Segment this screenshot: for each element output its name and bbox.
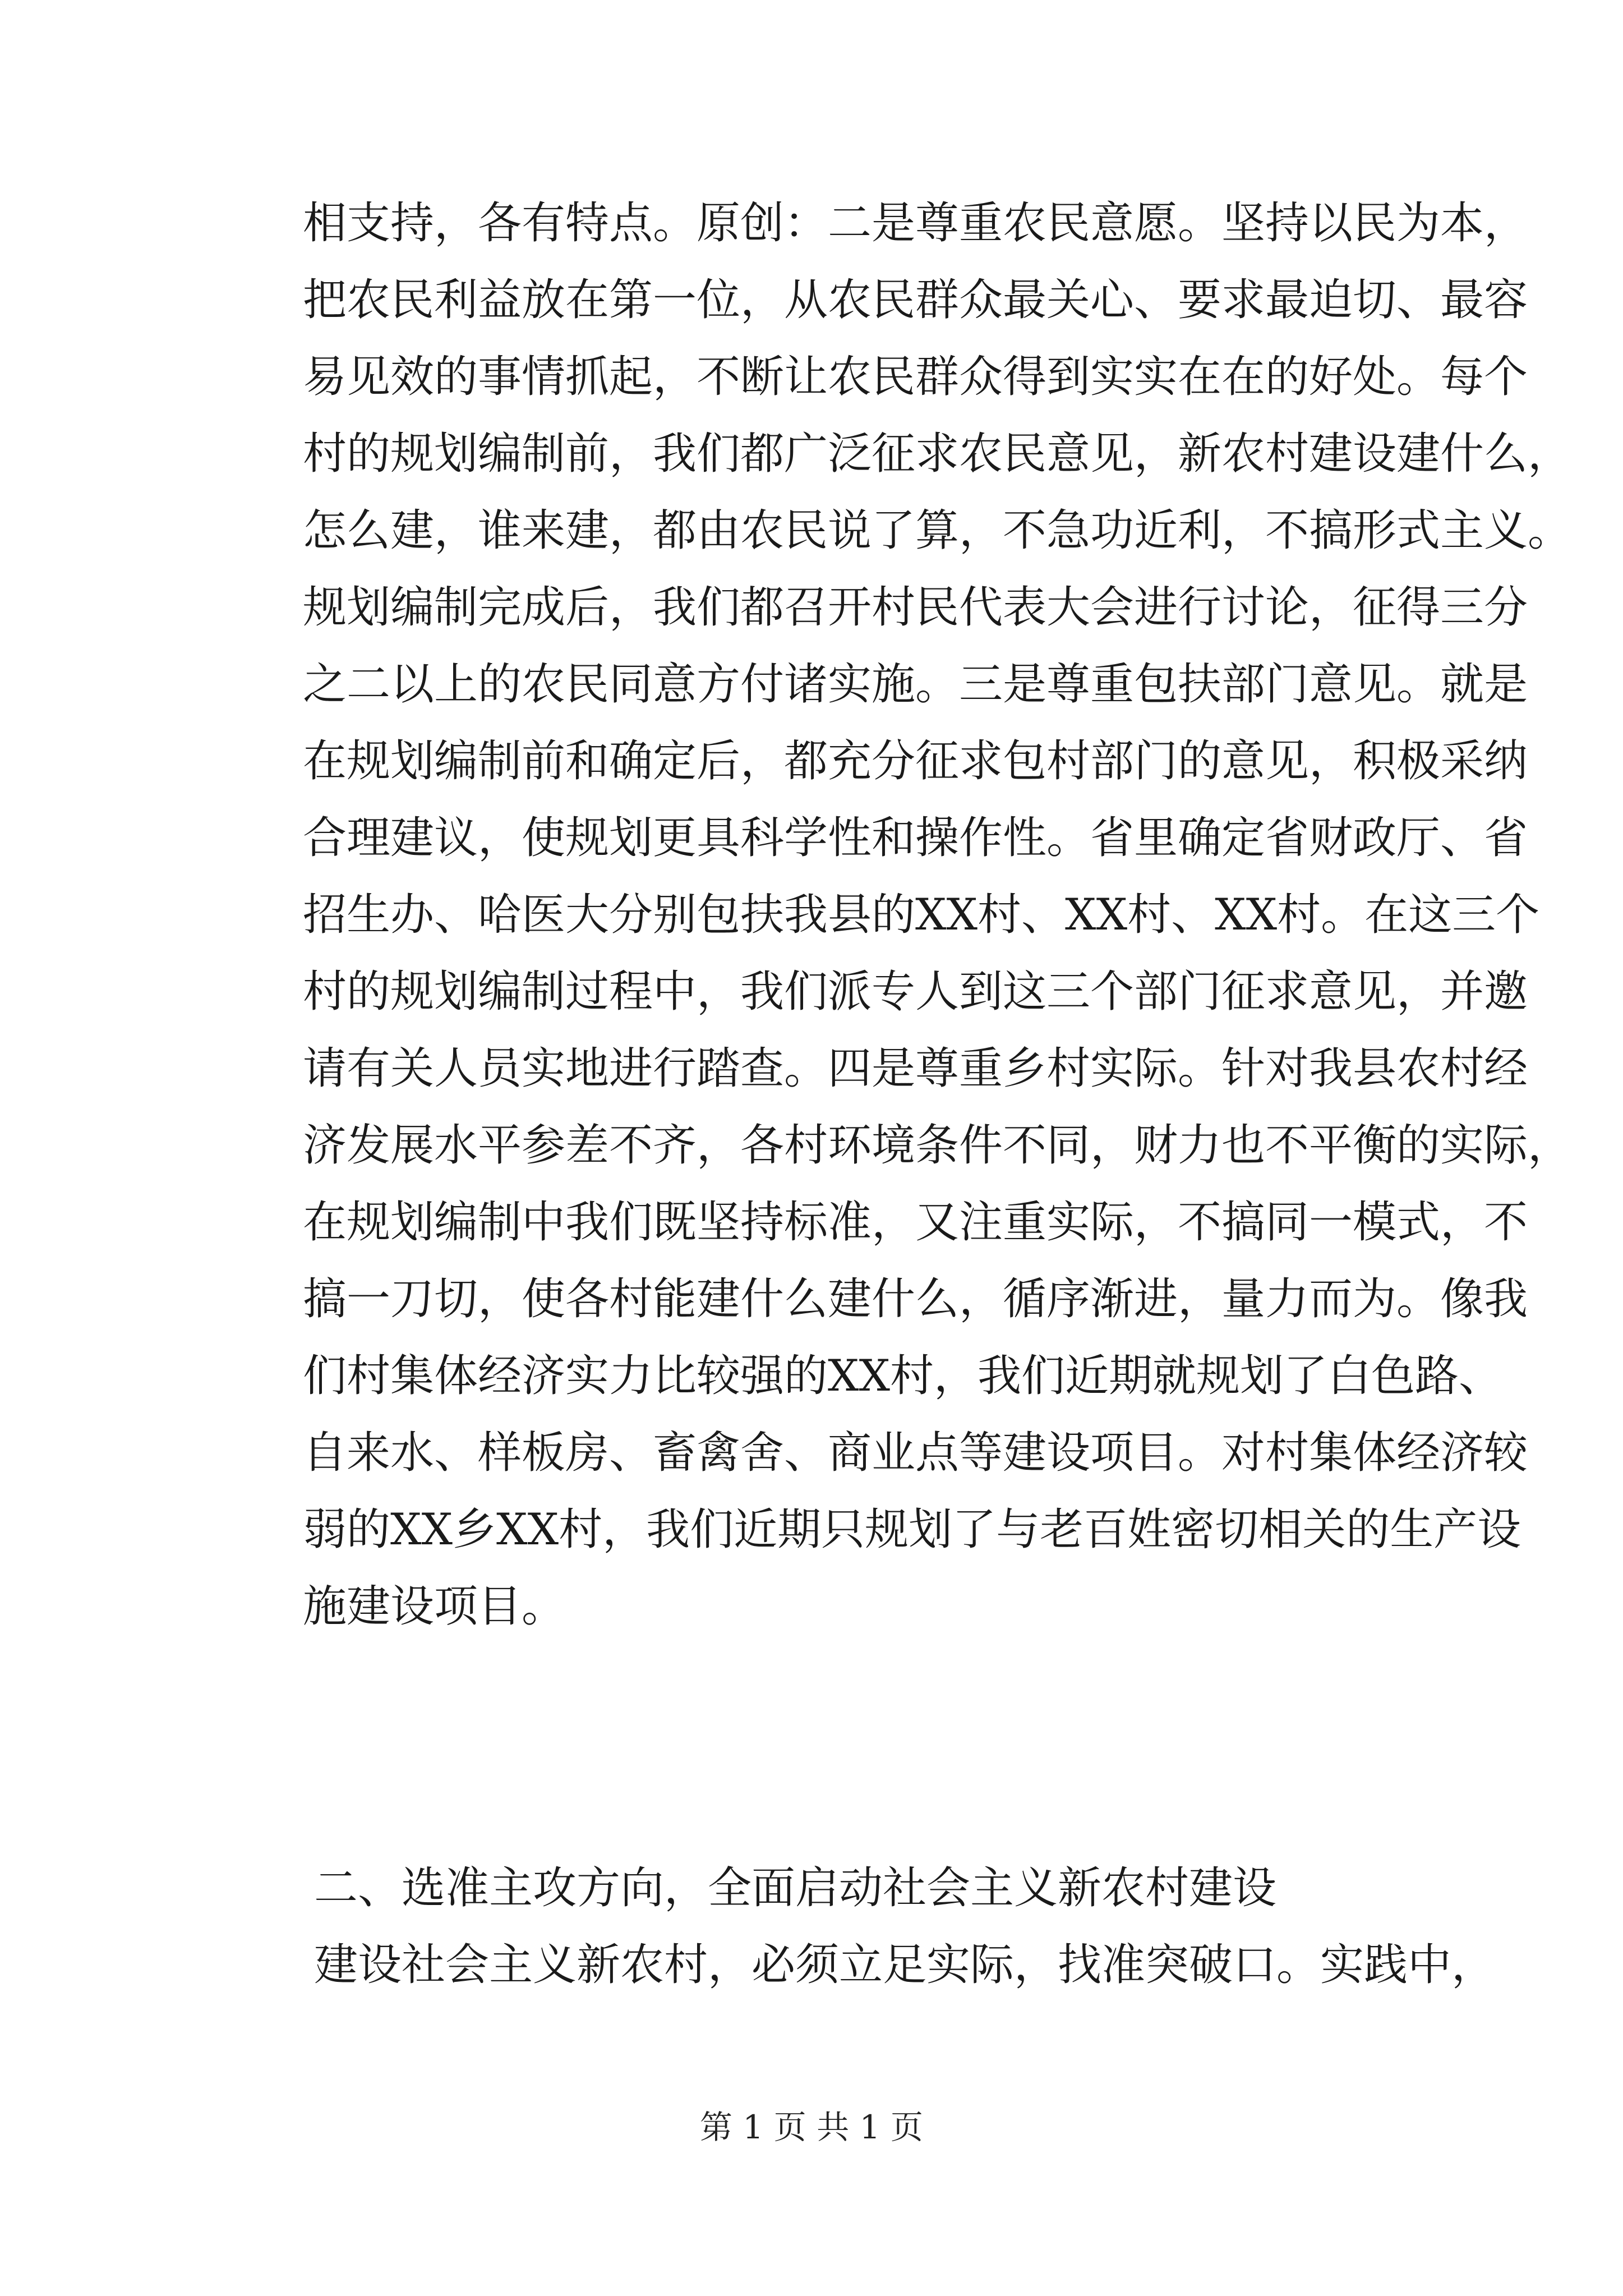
page-footer: 第 1 页 共 1 页: [700, 2108, 923, 2146]
body-paragraph: [303, 185, 1572, 1645]
text-line: 弱的XX乡XX村，我们近期只规划了与老百姓密切相关的生产设: [303, 1504, 1521, 1555]
text-line: 之二以上的农民同意方付诸实施。三是尊重包扶部门意见。就是: [303, 659, 1528, 710]
text-line: 在规划编制中我们既坚持标准，又注重实际，不搞同一模式，不: [303, 1197, 1528, 1248]
text-line: 村的规划编制前，我们都广泛征求农民意见，新农村建设建什么，: [303, 429, 1572, 479]
text-line: 在规划编制前和确定后，都充分征求包村部门的意见，积极采纳: [303, 736, 1528, 786]
text-line: 合理建议，使规划更具科学性和操作性。省里确定省财政厅、省: [303, 813, 1528, 863]
text-line: 搞一刀切，使各村能建什么建什么，循序渐进，量力而为。像我: [303, 1274, 1528, 1324]
text-line: 相支持，各有特点。原创：二是尊重农民意愿。坚持以民为本，: [303, 198, 1528, 249]
text-line: 请有关人员实地进行踏查。四是尊重乡村实际。针对我县农村经: [303, 1043, 1528, 1094]
text-line: 们村集体经济实力比较强的XX村，我们近期就规划了白色路、: [303, 1351, 1503, 1401]
text-line: 规划编制完成后，我们都召开村民代表大会进行讨论，征得三分: [303, 582, 1528, 633]
text-line: 济发展水平参差不齐，各村环境条件不同，财力也不平衡的实际，: [303, 1120, 1572, 1171]
paragraph-start-line: 建设社会主义新农村，必须立足实际，找准突破口。实践中，: [314, 1940, 1496, 1990]
text-line: 村的规划编制过程中，我们派专人到这三个部门征求意见，并邀: [303, 967, 1528, 1017]
text-line: 施建设项目。: [303, 1581, 566, 1632]
text-line: 把农民利益放在第一位，从农民群众最关心、要求最迫切、最容: [303, 275, 1528, 325]
text-line: 怎么建，谁来建，都由农民说了算，不急功近利，不搞形式主义。: [303, 505, 1572, 556]
text-line: 易见效的事情抓起，不断让农民群众得到实实在在的好处。每个: [303, 352, 1528, 402]
section-heading: 二、选准主攻方向，全面启动社会主义新农村建设: [314, 1863, 1277, 1913]
text-line: 自来水、样板房、畜禽舍、商业点等建设项目。对村集体经济较: [303, 1428, 1528, 1478]
text-line: 招生办、哈医大分别包扶我县的XX村、XX村、XX村。在这三个: [303, 890, 1540, 940]
